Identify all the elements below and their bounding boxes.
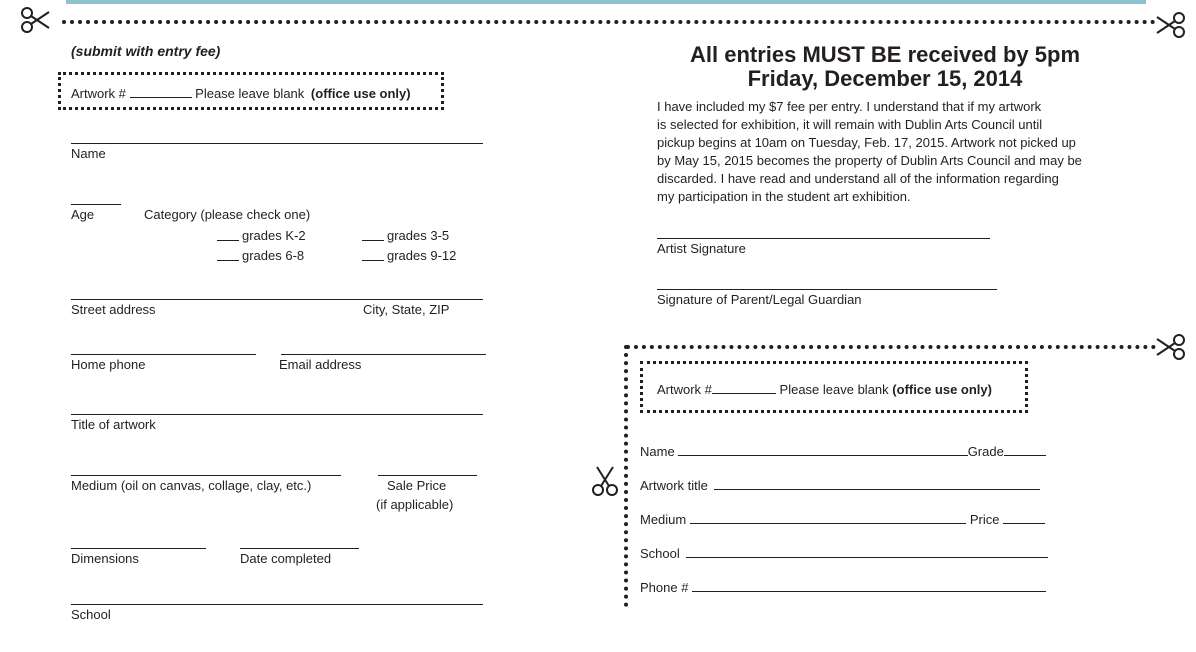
tag-medium-row [640, 511, 1045, 528]
if-applicable-label: (if applicable) [376, 497, 454, 512]
medium-label: Medium (oil on canvas, collage, clay, etc.) [71, 478, 312, 493]
agreement-line: pickup begins at 10am on Tuesday, Feb. 17, 2015. Artwork not picked up [657, 135, 1076, 150]
artist-signature-label: Artist Signature [657, 241, 746, 256]
artwork-title-field[interactable] [71, 414, 483, 415]
office-box-text [71, 85, 411, 102]
date-completed-field[interactable] [240, 548, 359, 549]
artist-signature-field[interactable] [657, 238, 990, 239]
agreement-line: my participation in the student art exhibition. [657, 189, 911, 204]
tag-name-row [640, 443, 1046, 460]
street-address-label: Street address [71, 302, 156, 317]
school-label: School [71, 607, 111, 622]
tag-name-label: Name [640, 444, 675, 459]
tag-phone-field[interactable] [692, 579, 1046, 592]
agreement-line: discarded. I have read and understand all of the information regarding [657, 171, 1059, 186]
deadline-heading-line2: Friday, December 15, 2014 [747, 66, 1023, 91]
category-label: Category (please check one) [144, 207, 311, 222]
tag-artwork-number-label: Artwork # [657, 382, 712, 397]
tag-medium-field[interactable] [690, 511, 966, 524]
date-completed-label: Date completed [240, 551, 332, 566]
email-field[interactable] [281, 354, 486, 355]
name-field[interactable] [71, 143, 483, 144]
agreement-line: by May 15, 2015 becomes the property of Dublin Arts Council and may be [657, 153, 1082, 168]
tag-grade-label: Grade [967, 444, 1004, 459]
age-label: Age [71, 207, 95, 222]
sale-price-field[interactable] [378, 475, 477, 476]
dimensions-field[interactable] [71, 548, 206, 549]
tag-artwork-title-label: Artwork title [640, 478, 708, 493]
artwork-title-label: Title of artwork [71, 417, 156, 432]
scissors-icon [20, 5, 50, 35]
name-label: Name [71, 146, 106, 161]
tag-grade-field[interactable] [1004, 443, 1046, 456]
artwork-number-field [130, 85, 192, 98]
checkbox-grades-9-12[interactable] [362, 260, 384, 261]
tag-school-field[interactable] [686, 545, 1048, 558]
scissors-icon [590, 466, 620, 496]
tag-phone-label: Phone # [640, 580, 689, 595]
city-state-zip-label: City, State, ZIP [363, 302, 450, 317]
tag-name-field[interactable] [678, 443, 968, 456]
leave-blank-label: Please leave blank [195, 86, 305, 101]
scissors-icon [1156, 332, 1186, 362]
tag-price-label: Price [969, 512, 1000, 527]
parent-signature-field[interactable] [657, 289, 997, 290]
tag-leave-blank-label: Please leave blank [779, 382, 889, 397]
top-accent-bar [66, 0, 1146, 4]
tag-phone-row [640, 579, 1046, 596]
artwork-number-label: Artwork # [71, 86, 126, 101]
email-label: Email address [279, 357, 362, 372]
tag-artwork-title-field[interactable] [714, 477, 1040, 490]
tag-medium-label: Medium [640, 512, 687, 527]
category-6-8-label: grades 6-8 [242, 248, 305, 263]
tag-price-field[interactable] [1003, 511, 1045, 524]
medium-field[interactable] [71, 475, 341, 476]
scissors-icon [1156, 10, 1186, 40]
cut-line-top [62, 20, 1156, 24]
agreement-paragraph [657, 98, 1082, 206]
home-phone-label: Home phone [71, 357, 146, 372]
tag-office-use-label: (office use only) [892, 382, 992, 397]
tag-office-box-text [657, 381, 992, 398]
checkbox-grades-6-8[interactable] [217, 260, 239, 261]
checkbox-grades-k2[interactable] [217, 240, 239, 241]
category-9-12-label: grades 9-12 [387, 248, 457, 263]
category-k2-label: grades K-2 [242, 228, 306, 243]
tag-artwork-number-field [712, 381, 776, 394]
school-field[interactable] [71, 604, 483, 605]
agreement-line: is selected for exhibition, it will remain with Dublin Arts Council until [657, 117, 1043, 132]
cut-line-tag-top [626, 345, 1156, 349]
parent-signature-label: Signature of Parent/Legal Guardian [657, 292, 862, 307]
submit-note: (submit with entry fee) [71, 43, 221, 59]
tag-artwork-title-row [640, 477, 1040, 494]
agreement-line: I have included my $7 fee per entry. I understand that if my artwork [657, 99, 1042, 114]
category-3-5-label: grades 3-5 [387, 228, 450, 243]
checkbox-grades-3-5[interactable] [362, 240, 384, 241]
age-field[interactable] [71, 204, 121, 205]
cut-line-tag-left [624, 345, 628, 607]
sale-price-label: Sale Price [387, 478, 447, 493]
dimensions-label: Dimensions [71, 551, 139, 566]
tag-school-row [640, 545, 1048, 562]
street-address-field[interactable] [71, 299, 483, 300]
office-use-label: (office use only) [310, 86, 411, 101]
home-phone-field[interactable] [71, 354, 256, 355]
deadline-heading-line1: All entries MUST BE received by 5pm [689, 42, 1081, 67]
tag-school-label: School [640, 546, 680, 561]
